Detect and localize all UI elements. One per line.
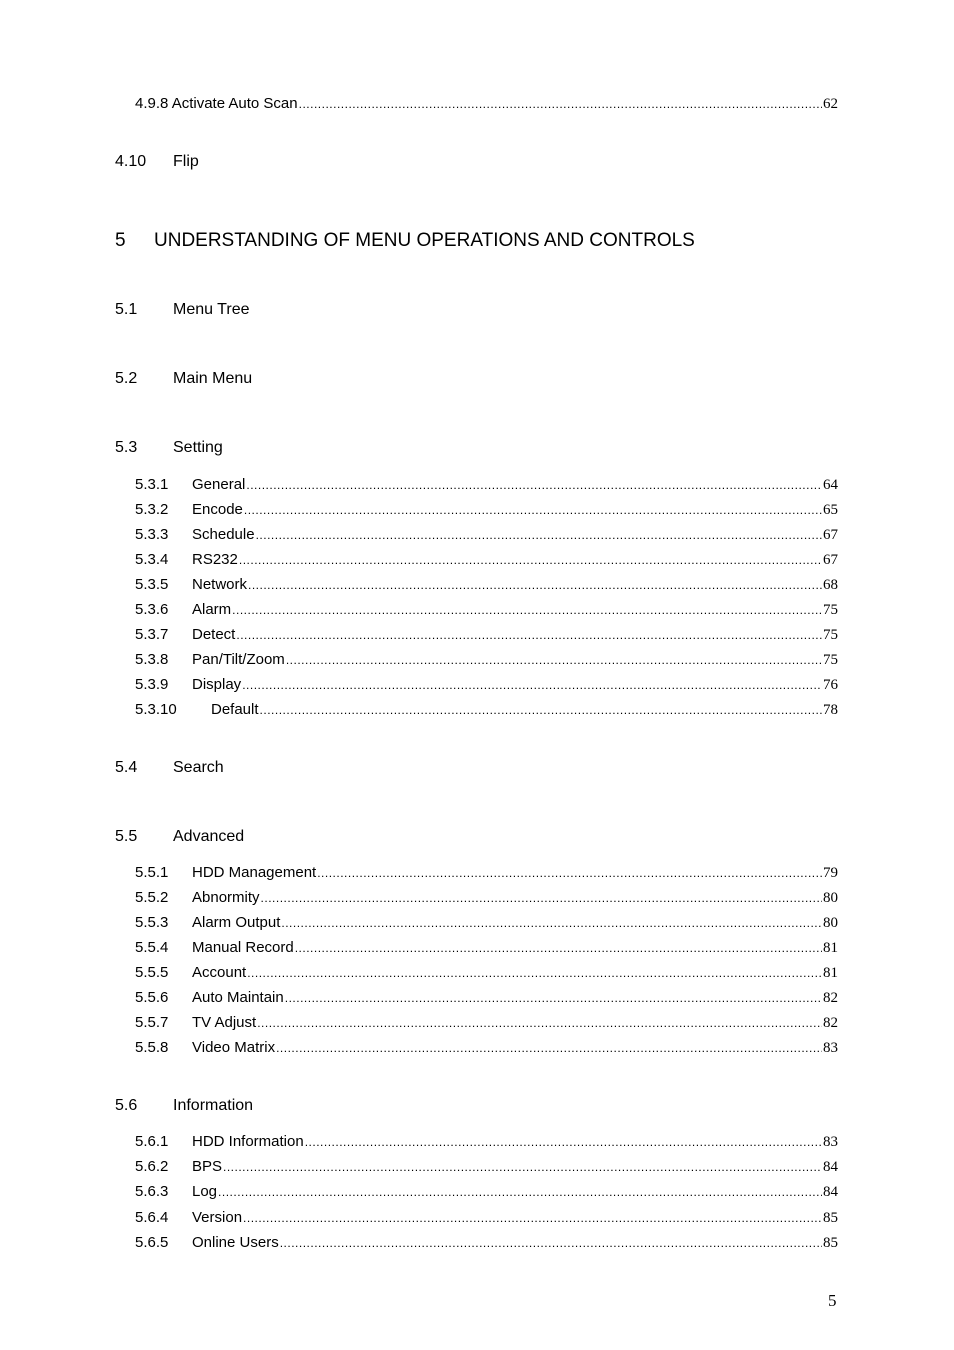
dot-leader — [239, 551, 822, 569]
chapter-number: 5 — [115, 230, 126, 251]
entry-title: Schedule — [192, 526, 255, 543]
toc-entry-5-5-2[interactable] — [135, 889, 838, 907]
toc-entry-5-3-2[interactable] — [135, 501, 838, 519]
entry-page: 64 — [823, 477, 838, 493]
entry-page: 75 — [823, 602, 838, 618]
entry-page: 83 — [823, 1134, 838, 1150]
toc-entry-5-3-3[interactable] — [135, 526, 838, 544]
dot-leader — [248, 576, 822, 594]
entry-title: Display — [192, 676, 242, 693]
toc-entry-5-6-4[interactable] — [135, 1209, 838, 1227]
toc-chapter-5[interactable] — [115, 229, 695, 253]
section-title: Setting — [173, 439, 223, 456]
entry-number: 5.5.7 — [135, 1014, 169, 1031]
entry-number: 5.3.6 — [135, 601, 169, 618]
dot-leader — [218, 1183, 822, 1201]
toc-entry-5-3-9[interactable] — [135, 676, 838, 694]
entry-page: 85 — [823, 1210, 838, 1226]
toc-entry-5-5-5[interactable] — [135, 964, 838, 982]
entry-title: Auto Maintain — [192, 989, 284, 1006]
section-title: Menu Tree — [173, 301, 250, 318]
dot-leader — [236, 626, 822, 644]
entry-number: 5.6.2 — [135, 1158, 169, 1175]
dot-leader — [257, 1014, 822, 1032]
entry-number: 5.3.10 — [135, 701, 177, 718]
dot-leader — [317, 864, 822, 882]
section-title: Advanced — [173, 828, 245, 845]
entry-number: 5.3.9 — [135, 676, 169, 693]
toc-entry-5-6-2[interactable] — [135, 1158, 838, 1176]
entry-title: HDD Management — [192, 864, 317, 881]
entry-title: Network — [192, 576, 248, 593]
dot-leader — [246, 476, 822, 494]
dot-leader — [244, 501, 822, 519]
toc-entry-5-3-10[interactable] — [135, 701, 838, 719]
section-number: 5.4 — [115, 759, 138, 776]
section-title: Flip — [173, 153, 199, 170]
entry-number: 5.3.1 — [135, 476, 169, 493]
toc-entry-5-6-1[interactable] — [135, 1133, 838, 1151]
toc-entry-5-3-6[interactable] — [135, 601, 838, 619]
entry-title: Detect — [192, 626, 236, 643]
entry-number: 5.5.6 — [135, 989, 169, 1006]
dot-leader — [299, 95, 822, 113]
entry-title: Version — [192, 1209, 243, 1226]
entry-title: Alarm — [192, 601, 232, 618]
section-number: 5.1 — [115, 301, 138, 318]
dot-leader — [260, 701, 822, 719]
page-number: 5 — [828, 1291, 837, 1310]
dot-leader — [280, 1234, 822, 1252]
entry-title: Manual Record — [192, 939, 294, 956]
toc-entry-5-5-3[interactable] — [135, 914, 838, 932]
toc-entry-5-5-6[interactable] — [135, 989, 838, 1007]
entry-title: Online Users — [192, 1234, 279, 1251]
entry-number: 5.6.4 — [135, 1209, 169, 1226]
entry-number: 5.3.5 — [135, 576, 169, 593]
entry-page: 80 — [823, 915, 838, 931]
toc-entry-5-5-1[interactable] — [135, 864, 838, 882]
dot-leader — [281, 914, 822, 932]
section-title: Information — [173, 1097, 254, 1114]
toc-entry-5-5-8[interactable] — [135, 1039, 838, 1057]
entry-number: 5.6.1 — [135, 1133, 169, 1150]
dot-leader — [232, 601, 822, 619]
dot-leader — [276, 1039, 822, 1057]
entry-title: TV Adjust — [192, 1014, 257, 1031]
entry-title: Default — [211, 701, 259, 718]
entry-number: 5.5.8 — [135, 1039, 169, 1056]
entry-title: Pan/Tilt/Zoom — [192, 651, 285, 668]
entry-page: 67 — [823, 527, 838, 543]
entry-title: HDD Information — [192, 1133, 304, 1150]
entry-title: Abnormity — [192, 889, 260, 906]
entry-title: General — [192, 476, 246, 493]
toc-section-4-10[interactable] — [115, 152, 199, 172]
toc-entry-5-3-5[interactable] — [135, 576, 838, 594]
entry-title: Log — [192, 1183, 218, 1200]
toc-entry-5-3-4[interactable] — [135, 551, 838, 569]
entry-title: RS232 — [192, 551, 238, 568]
entry-number: 5.5.4 — [135, 939, 169, 956]
entry-page: 68 — [823, 577, 838, 593]
dot-leader — [286, 651, 822, 669]
toc-entry-5-3-7[interactable] — [135, 626, 838, 644]
toc-entry-page: 62 — [823, 96, 838, 112]
entry-number: 5.5.5 — [135, 964, 169, 981]
toc-entry-5-5-7[interactable] — [135, 1014, 838, 1032]
dot-leader — [285, 989, 822, 1007]
entry-page: 83 — [823, 1040, 838, 1056]
entry-page: 82 — [823, 990, 838, 1006]
dot-leader — [305, 1133, 822, 1151]
dot-leader — [256, 526, 822, 544]
section-number: 5.2 — [115, 370, 138, 387]
entry-title: BPS — [192, 1158, 223, 1175]
section-number: 5.6 — [115, 1097, 138, 1114]
toc-section-5-6[interactable] — [115, 1096, 253, 1116]
entry-page: 84 — [823, 1159, 838, 1175]
entry-title: Account — [192, 964, 247, 981]
entry-number: 5.3.8 — [135, 651, 169, 668]
entry-page: 78 — [823, 702, 838, 718]
entry-title: Video Matrix — [192, 1039, 276, 1056]
entry-page: 84 — [823, 1184, 838, 1200]
toc-section-5-5[interactable] — [115, 827, 244, 847]
entry-number: 5.3.2 — [135, 501, 169, 518]
entry-number: 5.5.3 — [135, 914, 169, 931]
toc-entry-5-3-1[interactable] — [135, 476, 838, 494]
dot-leader — [261, 889, 822, 907]
entry-page: 81 — [823, 965, 838, 981]
toc-entry-4-9-8[interactable] — [135, 95, 838, 113]
section-number: 4.10 — [115, 153, 147, 170]
entry-number: 5.3.7 — [135, 626, 169, 643]
toc-section-5-4[interactable] — [115, 758, 224, 778]
entry-page: 79 — [823, 865, 838, 881]
dot-leader — [295, 939, 822, 957]
entry-number: 5.6.5 — [135, 1234, 169, 1251]
entry-page: 67 — [823, 552, 838, 568]
chapter-title: UNDERSTANDING OF MENU OPERATIONS AND CONTROLS — [154, 230, 695, 251]
entry-number: 5.3.4 — [135, 551, 169, 568]
entry-page: 85 — [823, 1235, 838, 1251]
toc-entry-5-3-8[interactable] — [135, 651, 838, 669]
dot-leader — [247, 964, 822, 982]
entry-page: 80 — [823, 890, 838, 906]
entry-page: 75 — [823, 652, 838, 668]
section-number: 5.3 — [115, 439, 138, 456]
toc-entry-title: 4.9.8 Activate Auto Scan — [135, 95, 298, 112]
toc-section-5-2[interactable] — [115, 369, 252, 389]
dot-leader — [242, 676, 822, 694]
entry-page: 81 — [823, 940, 838, 956]
dot-leader — [223, 1158, 822, 1176]
toc-section-5-3[interactable] — [115, 438, 223, 458]
entry-number: 5.5.1 — [135, 864, 169, 881]
toc-entry-5-6-3[interactable] — [135, 1183, 838, 1201]
entry-title: Encode — [192, 501, 243, 518]
toc-entry-5-5-4[interactable] — [135, 939, 838, 957]
entry-page: 65 — [823, 502, 838, 518]
entry-page: 75 — [823, 627, 838, 643]
section-title: Main Menu — [173, 370, 253, 387]
entry-number: 5.3.3 — [135, 526, 169, 543]
toc-section-5-1[interactable] — [115, 300, 249, 320]
entry-page: 76 — [823, 677, 838, 693]
toc-entry-5-6-5[interactable] — [135, 1234, 838, 1252]
section-title: Search — [173, 759, 224, 776]
entry-number: 5.6.3 — [135, 1183, 169, 1200]
entry-title: Alarm Output — [192, 914, 281, 931]
section-number: 5.5 — [115, 828, 138, 845]
entry-page: 82 — [823, 1015, 838, 1031]
dot-leader — [243, 1209, 822, 1227]
entry-number: 5.5.2 — [135, 889, 169, 906]
